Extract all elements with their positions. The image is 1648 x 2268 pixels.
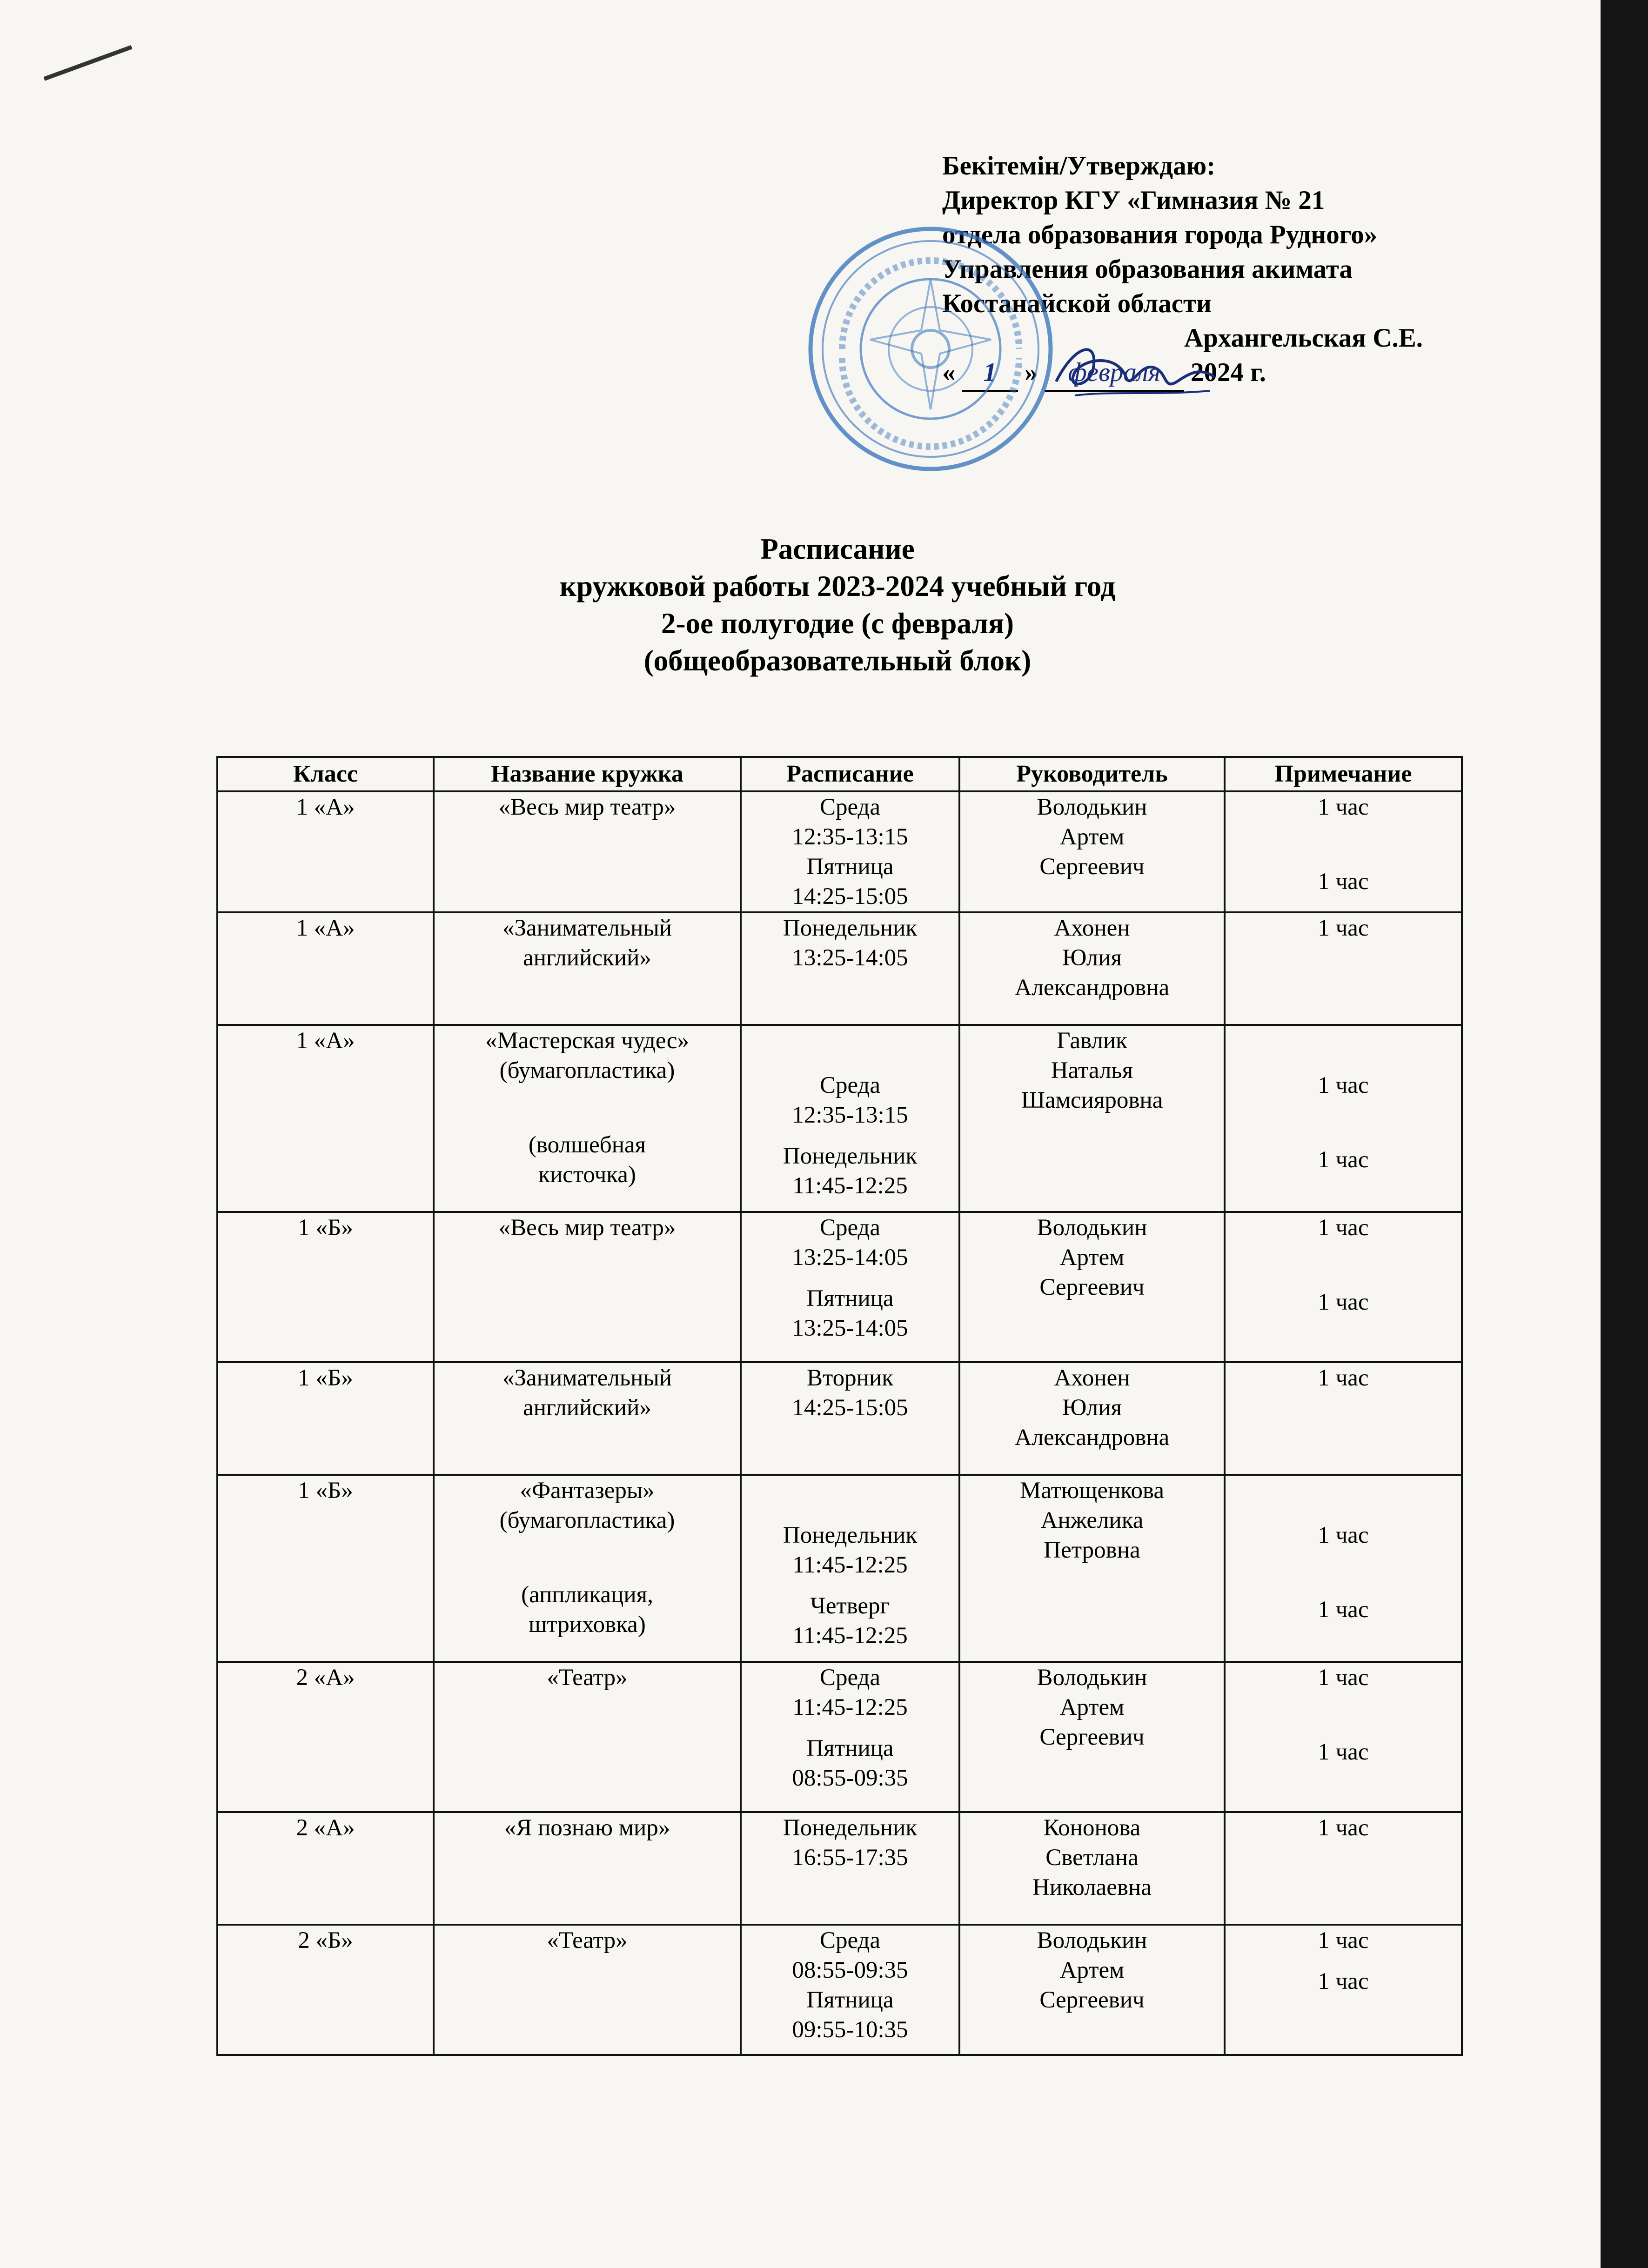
cell-schedule: Понедельник 13:25-14:05 (741, 912, 959, 1025)
header-club-name: Название кружка (434, 757, 741, 791)
cell-note: 1 час (1225, 912, 1462, 1025)
cell-note: 1 час (1225, 1362, 1462, 1475)
approval-line-3: отдела образования города Рудного» (942, 220, 1378, 249)
cell-leader: Гавлик Наталья Шамсияровна (959, 1025, 1225, 1212)
cell-club-name: «Мастерская чудес» (бумагопластика) (волшебная кисточка) (434, 1025, 741, 1212)
title-line-3: 2-ое полугодие (с февраля) (661, 607, 1014, 640)
cell-class: 1 «Б» (217, 1362, 434, 1475)
approval-line-1: Бекітемін/Утверждаю: (942, 151, 1216, 181)
date-close-quote: » (1025, 358, 1038, 387)
table-row (217, 912, 1462, 1025)
cell-club-name: «Фантазеры» (бумагопластика) (аппликация, штриховка) (434, 1475, 741, 1662)
cell-note: 1 час 1 час (1225, 791, 1462, 912)
table-header-row (217, 757, 1462, 791)
approval-signer: Архангельская С.Е. (1184, 323, 1423, 353)
cell-note: 1 час 1 час (1225, 1925, 1462, 2055)
table-row (217, 1362, 1462, 1475)
table-row (217, 1025, 1462, 1212)
cell-schedule: Среда 11:45-12:25 Пятница 08:55-09:35 (741, 1662, 959, 1812)
cell-leader: Володькин Артем Сергеевич (959, 1925, 1225, 2055)
cell-club-name: «Театр» (434, 1925, 741, 2055)
title-line-2: кружковой работы 2023-2024 учебный год (559, 570, 1116, 602)
cell-leader: Матющенкова Анжелика Петровна (959, 1475, 1225, 1662)
cell-note: 1 час 1 час (1225, 1475, 1462, 1662)
header-note: Примечание (1225, 757, 1462, 791)
cell-note: 1 час 1 час (1225, 1212, 1462, 1362)
cell-schedule: Понедельник 16:55-17:35 (741, 1812, 959, 1925)
header-leader: Руководитель (959, 757, 1225, 791)
table-row (217, 1212, 1462, 1362)
cell-leader: Володькин Артем Сергеевич (959, 1662, 1225, 1812)
date-day: 1 (962, 355, 1018, 392)
header-class: Класс (217, 757, 434, 791)
date-month: февраля (1045, 355, 1184, 392)
cell-club-name: «Весь мир театр» (434, 791, 741, 912)
cell-note: 1 час 1 час (1225, 1662, 1462, 1812)
approval-line-2: Директор КГУ «Гимназия № 21 (942, 186, 1325, 215)
cell-class: 2 «Б» (217, 1925, 434, 2055)
cell-class: 1 «А» (217, 791, 434, 912)
cell-leader: Ахонен Юлия Александровна (959, 1362, 1225, 1475)
cell-leader: Володькин Артем Сергеевич (959, 791, 1225, 912)
cell-class: 1 «А» (217, 912, 434, 1025)
handwritten-signature-icon (1047, 326, 1224, 419)
cell-schedule: Среда 13:25-14:05 Пятница 13:25-14:05 (741, 1212, 959, 1362)
cell-club-name: «Я познаю мир» (434, 1812, 741, 1925)
table-row (217, 791, 1462, 912)
cell-schedule: Среда 12:35-13:15 Пятница 14:25-15:05 (741, 791, 959, 912)
official-seal-icon (805, 223, 1056, 475)
header-schedule: Расписание (741, 757, 959, 791)
cell-note: 1 час 1 час (1225, 1025, 1462, 1212)
cell-class: 2 «А» (217, 1662, 434, 1812)
cell-note: 1 час (1225, 1812, 1462, 1925)
cell-class: 1 «Б» (217, 1475, 434, 1662)
cell-club-name: «Весь мир театр» (434, 1212, 741, 1362)
date-open-quote: « (942, 358, 956, 387)
cell-club-name: «Театр» (434, 1662, 741, 1812)
cell-class: 1 «Б» (217, 1212, 434, 1362)
approval-line-5: Костанайской области (942, 289, 1212, 318)
table-row (217, 1812, 1462, 1925)
title-line-4: (общеобразовательный блок) (643, 644, 1032, 677)
cell-class: 1 «А» (217, 1025, 434, 1212)
cell-schedule: Понедельник 11:45-12:25 Четверг 11:45-12:25 (741, 1475, 959, 1662)
date-year: 2024 г. (1191, 358, 1266, 387)
table-row (217, 1475, 1462, 1662)
cell-schedule: Среда 08:55-09:35 Пятница 09:55-10:35 (741, 1925, 959, 2055)
cell-leader: Володькин Артем Сергеевич (959, 1212, 1225, 1362)
scan-edge (1601, 0, 1648, 2268)
title-line-1: Расписание (760, 533, 915, 565)
cell-leader: Кононова Светлана Николаевна (959, 1812, 1225, 1925)
cell-schedule: Вторник 14:25-15:05 (741, 1362, 959, 1475)
cell-club-name: «Занимательный английский» (434, 912, 741, 1025)
cell-schedule: Среда 12:35-13:15 Понедельник 11:45-12:25 (741, 1025, 959, 1212)
table-row (217, 1662, 1462, 1812)
approval-line-4: Управления образования акимата (942, 254, 1353, 284)
document-title (419, 530, 1256, 679)
cell-club-name: «Занимательный английский» (434, 1362, 741, 1475)
cell-leader: Ахонен Юлия Александровна (959, 912, 1225, 1025)
table-row (217, 1925, 1462, 2055)
schedule-table (216, 756, 1463, 2056)
cell-class: 2 «А» (217, 1812, 434, 1925)
